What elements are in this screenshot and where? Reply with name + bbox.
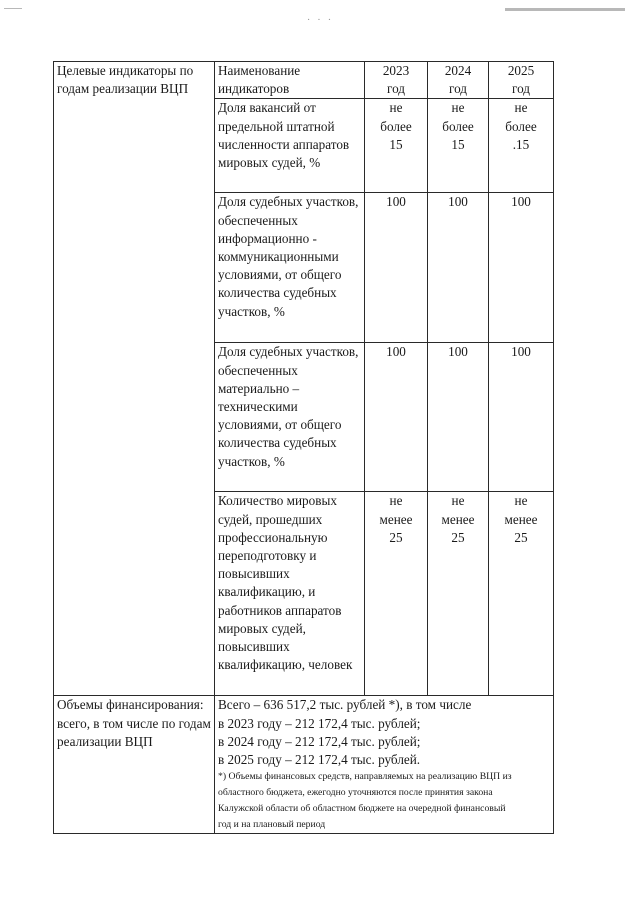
funding-label: Объемы финансирования: всего, в том числе по годам реализации ВЦП xyxy=(54,696,215,834)
indicator-value-2024: 100 xyxy=(428,193,489,343)
footnote-line: областного бюджета, ежегодно уточняются после принятия закона xyxy=(218,787,493,799)
footnote-line: год и на плановый период xyxy=(218,819,326,831)
table-header-row xyxy=(54,62,554,99)
indicator-value-2024: не менее 25 xyxy=(428,492,489,696)
indicators-table xyxy=(53,61,554,834)
indicator-value-2023: 100 xyxy=(365,193,428,343)
indicator-value-2024: 100 xyxy=(428,343,489,492)
funding-year-2023: в 2023 году – 212 172,4 тыс. рублей; xyxy=(218,715,421,731)
funding-total: Всего – 636 517,2 тыс. рублей *), в том числе xyxy=(218,697,472,713)
target-indicators-label: Целевые индикаторы по годам реализации ВЦП xyxy=(54,62,215,696)
funding-details xyxy=(215,696,554,834)
indicator-name: Доля вакансий от предельной штатной численности аппаратов мировых судей, % xyxy=(215,99,365,193)
year-header-2023: 2023 год xyxy=(365,62,428,99)
indicator-value-2025: 100 xyxy=(489,343,554,492)
indicator-name: Доля судебных участков, обеспеченных информационно - коммуникационными условиями, от общего количества судебных участков, % xyxy=(215,193,365,343)
indicator-value-2023: не менее 25 xyxy=(365,492,428,696)
indicator-name: Доля судебных участков, обеспеченных материально – техническими условиями, от общего количества судебных участков, % xyxy=(215,343,365,492)
indicator-value-2024: не более 15 xyxy=(428,99,489,193)
indicator-name-header: Наименование индикаторов xyxy=(215,62,365,99)
page-number-faint: · · · xyxy=(306,14,334,26)
indicator-value-2023: 100 xyxy=(365,343,428,492)
year-header-2025: 2025 год xyxy=(489,62,554,99)
scan-artifact xyxy=(4,8,22,9)
funding-year-2024: в 2024 году – 212 172,4 тыс. рублей; xyxy=(218,733,421,749)
indicator-value-2025: не более .15 xyxy=(489,99,554,193)
funding-footnote xyxy=(218,769,550,833)
funding-row xyxy=(54,696,554,834)
year-header-2024: 2024 год xyxy=(428,62,489,99)
footnote-line: Калужской области об областном бюджете на очередной финансовый xyxy=(218,803,506,815)
funding-year-2025: в 2025 году – 212 172,4 тыс. рублей. xyxy=(218,752,421,768)
footnote-line: *) Объемы финансовых средств, направляемых на реализацию ВЦП из xyxy=(218,771,512,783)
indicator-value-2025: не менее 25 xyxy=(489,492,554,696)
indicator-value-2025: 100 xyxy=(489,193,554,343)
indicator-value-2023: не более 15 xyxy=(365,99,428,193)
scan-artifact xyxy=(505,8,625,11)
indicator-name: Количество мировых судей, прошедших профессиональную переподготовку и повысивших квалификацию, и работников аппаратов мировых судей, повысивших квалификацию, человек xyxy=(215,492,365,696)
